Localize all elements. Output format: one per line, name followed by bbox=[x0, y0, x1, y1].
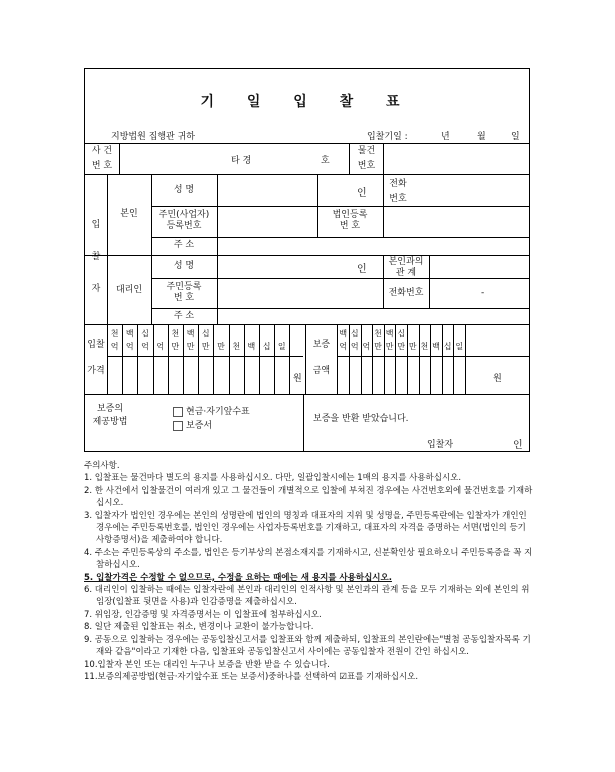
price-digit-unit-bottom: 십 bbox=[262, 342, 271, 351]
agent-seal: 인 bbox=[357, 264, 367, 275]
note-item: 7. 위임장, 인감증명 및 자격증명서는 이 입찰표에 첨부하십시오. bbox=[84, 609, 322, 620]
price-digit-cell[interactable] bbox=[275, 358, 288, 392]
price-digit-unit-top: 백 bbox=[186, 329, 195, 338]
bidder-sign-label: 입찰자 bbox=[427, 440, 454, 450]
price-digit-cell[interactable] bbox=[199, 358, 212, 392]
provision-label: 보증의 제공방법 bbox=[92, 404, 128, 427]
price-digit-unit-bottom: 억 bbox=[125, 342, 134, 351]
bid-date-year: 년 bbox=[441, 132, 450, 142]
deposit-digit-unit-bottom: 억 bbox=[339, 342, 348, 351]
deposit-digit-cell[interactable] bbox=[362, 358, 372, 392]
price-digit-unit-bottom: 억 bbox=[141, 342, 149, 351]
agent-id-label: 주민등록 번 호 bbox=[166, 282, 202, 303]
note-item: 2. 한 사건에서 입찰물건이 여러개 있고 그 물건들이 개별적으로 입찰에 부쳐진 경우에는 사건번호외에 물건번호를 기재하십시오. bbox=[84, 485, 533, 509]
case-type: 타 경 bbox=[231, 156, 252, 166]
price-won: 원 bbox=[293, 374, 302, 384]
principal-label: 본인 bbox=[120, 209, 138, 219]
price-digit-unit-top: 천 bbox=[110, 329, 119, 338]
price-digit-unit-bottom: 만 bbox=[201, 342, 210, 351]
deposit-digit-unit-top: 천 bbox=[374, 329, 382, 338]
deposit-digit-cell[interactable] bbox=[338, 358, 348, 392]
price-digit-cell[interactable] bbox=[138, 358, 151, 392]
guarantee-checkbox[interactable] bbox=[173, 421, 183, 431]
deposit-digit-unit-bottom: 만 bbox=[374, 342, 382, 351]
price-digit-cell[interactable] bbox=[214, 358, 227, 392]
provision-option-guarantee[interactable]: 보증서 bbox=[173, 418, 212, 431]
price-digit-cell[interactable] bbox=[245, 358, 258, 392]
bid-date-month: 월 bbox=[477, 132, 486, 142]
principal-phone-label: 전화 번호 bbox=[389, 179, 407, 204]
principal-id-label: 주민(사업자) 등록번호 bbox=[158, 210, 210, 231]
deposit-digit-unit-bottom: 만 bbox=[397, 342, 406, 351]
deposit-digit-unit-bottom: 만 bbox=[408, 342, 417, 351]
price-digit-cell[interactable] bbox=[169, 358, 182, 392]
price-digit-unit-top: 십 bbox=[201, 329, 210, 338]
note-item: 9. 공동으로 입찰하는 경우에는 공동입찰신고서를 입찰표와 함께 제출하되, 입찰표의 본인란에는"별첨 공동입찰자목록 기재와 같음"이라고 기재한 다음, 입찰표와 공동입찰신고서 사이에는 공동입찰자 전원이 간인 하십시오. bbox=[84, 634, 531, 658]
price-digit-cell[interactable] bbox=[260, 358, 273, 392]
price-digit-unit-top: 천 bbox=[171, 329, 180, 338]
deposit-label-1: 보증 bbox=[312, 340, 331, 350]
agent-address-label: 주 소 bbox=[173, 311, 195, 321]
note-item: 6. 대리인이 입찰하는 때에는 입찰자란에 본인과 대리인의 인적사항 및 본인과의 관계 등을 모두 기재하는 외에 본인의 위임장(입찰표 뒷면을 사용)과 인감증명을 제출하십시오. bbox=[84, 585, 530, 608]
price-digit-unit-top: 백 bbox=[125, 329, 134, 338]
principal-name-field[interactable] bbox=[219, 176, 339, 204]
bid-form bbox=[84, 68, 530, 452]
deposit-digit-unit-bottom: 억 bbox=[350, 342, 359, 351]
deposit-digit-unit-top: 십 bbox=[350, 329, 359, 338]
bidder-label: 입 찰 자 bbox=[91, 220, 101, 294]
principal-corp-label: 법인등록 번 호 bbox=[332, 210, 368, 231]
note-item: 10.입찰자 본인 또는 대리인 누구나 보증을 반환 받을 수 있습니다. bbox=[84, 659, 330, 670]
agent-relation-label: 본인과의 관 계 bbox=[388, 257, 424, 278]
deposit-digit-unit-top: 백 bbox=[385, 329, 394, 338]
bid-date-label: 입찰기일 : bbox=[367, 132, 408, 142]
deposit-mid-line bbox=[337, 356, 529, 357]
note-item: 4. 주소는 주민등록상의 주소를, 법인은 등기부상의 본점소재지를 기재하시고, 신분확인상 필요하오니 주민등록증을 꼭 지참하십시오. bbox=[84, 547, 533, 571]
deposit-digit-unit-top: 십 bbox=[397, 329, 406, 338]
price-label-2: 가격 bbox=[87, 366, 105, 376]
deposit-won: 원 bbox=[493, 374, 502, 384]
deposit-digit-cell[interactable] bbox=[420, 358, 430, 392]
price-digit-unit-bottom: 천 bbox=[232, 342, 241, 351]
deposit-digit-unit-bottom: 만 bbox=[385, 342, 394, 351]
price-digit-cell[interactable] bbox=[123, 358, 136, 392]
principal-name-label: 성 명 bbox=[173, 185, 195, 195]
notes-section bbox=[84, 460, 534, 683]
principal-seal: 인 bbox=[357, 188, 367, 199]
deposit-digit-cell[interactable] bbox=[408, 358, 418, 392]
court-to: 지방법원 집행관 귀하 bbox=[111, 132, 195, 142]
note-item: 3. 입찰자가 법인인 경우에는 본인의 성명란에 법인의 명칭과 대표자의 지위 및 성명을, 주민등록란에는 입찰자가 개인인 경우에는 주민등록번호를, 법인인 경우에는 사업자등록번호를 기재하고, 대표자의 자격을 증명하는 서면(법인의 등기사항증명서)을 제출하여야 합니다. bbox=[84, 510, 527, 546]
provision-option-cash[interactable]: 현금·자기앞수표 bbox=[173, 404, 250, 417]
notes-heading: 주의사항. bbox=[84, 461, 120, 471]
price-digit-unit-bottom: 일 bbox=[277, 342, 286, 351]
bidder-seal: 인 bbox=[513, 440, 523, 451]
price-digit-unit-top: 십 bbox=[141, 329, 149, 338]
deposit-digit-cell[interactable] bbox=[396, 358, 406, 392]
deposit-digit-cell[interactable] bbox=[454, 358, 464, 392]
deposit-divider bbox=[305, 324, 306, 394]
deposit-digit-cell[interactable] bbox=[385, 358, 395, 392]
agent-name-label: 성 명 bbox=[173, 261, 195, 271]
deposit-label-2: 금액 bbox=[312, 366, 331, 376]
price-digit-cell[interactable] bbox=[184, 358, 197, 392]
note-item: 8. 일단 제출된 입찰표는 취소, 변경이나 교환이 불가능합니다. bbox=[84, 622, 314, 633]
price-digit-unit-bottom: 만 bbox=[186, 342, 195, 351]
deposit-digit-unit-bottom: 일 bbox=[455, 342, 464, 351]
bid-date-day: 일 bbox=[511, 132, 520, 142]
price-digit-unit-bottom: 백 bbox=[247, 342, 256, 351]
agent-label: 대리인 bbox=[115, 285, 143, 295]
deposit-digit-cell[interactable] bbox=[443, 358, 453, 392]
note-item: 11.보증의제공방법(현금·자기앞수표 또는 보증서)중하나를 선택하여 ☑표를 기재하십시오. bbox=[84, 671, 419, 682]
note-item: 5. 입찰가격은 수정할 수 없으므로, 수정을 요하는 때에는 새 용지를 사용하십시오. bbox=[84, 572, 392, 583]
deposit-digit-unit-bottom: 백 bbox=[432, 342, 440, 351]
price-digit-unit-bottom: 만 bbox=[171, 342, 180, 351]
form-title: 기 일 입 찰 표 bbox=[200, 94, 414, 110]
item-number-label: 물건 번호 bbox=[357, 146, 376, 171]
agent-phone-dash: - bbox=[481, 288, 485, 298]
note-item: 1. 입찰표는 물건마다 별도의 용지를 사용하십시오. 다만, 일괄입찰시에는 1매의 용지를 사용하십시오. bbox=[84, 473, 462, 484]
deposit-digit-unit-bottom: 십 bbox=[443, 342, 452, 351]
price-digit-cell[interactable] bbox=[230, 358, 243, 392]
item-number-field[interactable] bbox=[385, 145, 527, 173]
agent-phone-label: 전화번호 bbox=[388, 288, 424, 298]
price-digit-cell[interactable] bbox=[154, 358, 167, 392]
case-ho: 호 bbox=[321, 156, 330, 166]
agent-name-field[interactable] bbox=[219, 257, 339, 277]
deposit-returned-text: 보증을 반환 받았습니다. bbox=[313, 414, 409, 424]
deposit-digit-unit-top: 백 bbox=[339, 329, 348, 338]
price-digit-unit-bottom: 억 bbox=[110, 342, 119, 351]
price-digit-unit-bottom: 억 bbox=[156, 342, 165, 351]
deposit-digit-unit-bottom: 천 bbox=[420, 342, 429, 351]
principal-address-label: 주 소 bbox=[173, 240, 195, 250]
case-number-label: 사 건 번 호 bbox=[91, 146, 113, 171]
deposit-digit-cell[interactable] bbox=[373, 358, 383, 392]
cash-checkbox[interactable] bbox=[173, 407, 183, 417]
deposit-digit-cell[interactable] bbox=[350, 358, 360, 392]
price-mid-line bbox=[107, 356, 303, 357]
deposit-digit-unit-bottom: 억 bbox=[362, 342, 371, 351]
deposit-digit-cell[interactable] bbox=[431, 358, 441, 392]
price-label-1: 입찰 bbox=[87, 340, 105, 350]
price-digit-unit-bottom: 만 bbox=[217, 342, 225, 351]
price-digit-cell[interactable] bbox=[108, 358, 121, 392]
